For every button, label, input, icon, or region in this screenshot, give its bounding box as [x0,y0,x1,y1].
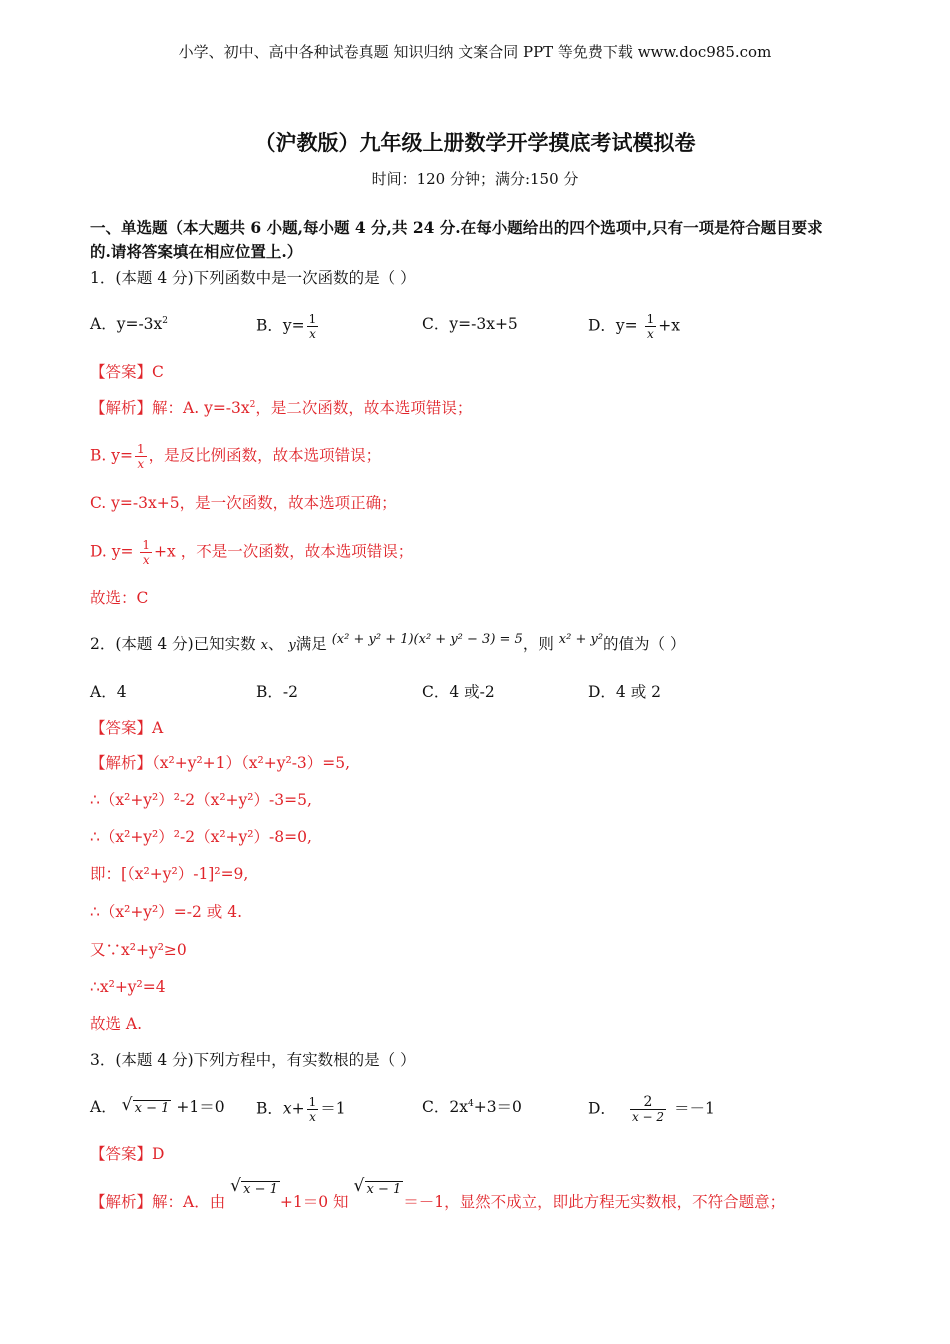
q2-expression: x² + y² [558,632,604,647]
stem-text-then: ，则 [522,635,554,653]
option-text: C．2x [422,1098,468,1116]
analysis-text-post: ，是反比例函数，故本选项错误； [148,446,382,465]
q3-option-d-fraction [630,1095,666,1124]
fraction-numerator: 1 [137,442,145,456]
analysis-fraction [135,442,147,471]
analysis-label: 【解析】 [90,1193,153,1211]
fraction-denominator: x [135,456,147,471]
q1-answer [90,362,164,382]
q2-analysis-step-3: ∴（x²+y²）²-2（x²+y²）-8=0, [90,828,312,846]
q1-option-a [90,314,168,334]
analysis-label: 【解析】 [90,754,153,772]
analysis-text-post: ，是二次函数，故本选项错误； [255,399,473,417]
q1-option-b-fraction [307,312,319,341]
analysis-text-post: ＝－1，显然不成立，即此方程无实数根，不符合题意； [403,1193,786,1211]
option-label: B． [256,1099,283,1118]
q2-condition-formula: (x² + y² + 1)(x² + y² − 3) = 5 [331,632,523,647]
stem-text-post: 的值为（ ） [603,635,686,653]
fraction-denominator: x [140,552,152,567]
page-title: （沪教版）九年级上册数学开学摸底考试模拟卷 [254,131,696,155]
question-3-stem: 3．(本题 4 分)下列方程中，有实数根的是（ ） [90,1051,416,1069]
q1-option-d [588,312,680,341]
q2-analysis-step-4: 即：[（x²+y²）-1]²=9, [90,865,249,883]
option-text-post: +3＝0 [473,1098,522,1116]
option-label: A． [90,1098,117,1116]
answer-label: 【答案】 [90,363,153,381]
q3-option-d [588,1095,715,1124]
q3-answer [90,1144,164,1164]
q2-analysis-step-5: ∴（x²+y²）=-2 或 4. [90,903,243,921]
exam-time-info: 时间：120 分钟；满分:150 分 [371,170,579,188]
q1-option-d-text: D．y= [588,316,643,335]
fraction-numerator: 1 [142,538,151,552]
section-heading-line2: 的.请将答案填在相应位置上.） [90,242,303,261]
fraction-numerator: 1 [308,312,317,326]
radicand: x − 1 [243,1182,278,1197]
stem-text: 2．(本题 4 分)已知实数 [90,635,256,653]
stem-text-cond: 满足 [295,635,327,653]
q2-analysis-step-7: ∴x²+y²=4 [90,978,166,996]
q2-analysis-step-8: 故选 A. [90,1015,143,1033]
var-x: x [282,1099,292,1118]
sqrt-icon [122,1099,172,1119]
fraction-denominator: x [645,326,657,341]
q2-option-a: A．4 [90,683,127,701]
fraction-numerator: 1 [646,312,655,326]
option-exp: 4 [467,1098,474,1109]
var-x: x [260,638,268,653]
q1-analysis-b [90,442,381,471]
q1-analysis-a [90,398,472,418]
q1-option-a-text: A．y=-3x [90,315,163,333]
analysis-text-post: +x ，不是一次函数，故本选项错误； [154,542,414,561]
q2-option-c: C．4 或-2 [422,683,495,701]
fraction-numerator: 2 [643,1094,653,1110]
q1-option-a-exp: 2 [162,315,169,326]
sqrt-icon [230,1180,280,1200]
separator: 、 [267,635,284,653]
q1-analysis-c: C. y=-3x+5，是一次函数，故本选项正确； [90,494,397,512]
analysis-fraction [140,538,152,567]
radicand: x − 1 [366,1182,402,1197]
answer-label: 【答案】 [90,719,153,737]
fraction-denominator: x − 2 [631,1110,665,1124]
answer-label: 【答案】 [90,1145,153,1163]
question-2-stem [90,634,685,656]
answer-value: A [152,719,164,737]
q1-option-b [256,312,320,341]
sqrt-icon [354,1180,404,1200]
question-1-stem: 1．(本题 4 分)下列函数中是一次函数的是（ ） [90,269,416,287]
analysis-text: B. y= [90,446,133,465]
radicand: x − 1 [134,1101,170,1116]
q2-option-b: B．-2 [256,683,298,701]
var-y: y [288,638,296,653]
q2-option-d: D．4 或 2 [588,683,662,701]
q1-option-d-suffix: +x [658,316,680,335]
q2-answer [90,718,163,738]
analysis-text-mid: +1＝0 知 [279,1193,349,1211]
analysis-exp: 2 [249,399,256,410]
q1-option-d-fraction [645,312,657,341]
q1-conclusion: 故选：C [90,589,149,607]
q3-analysis-a [90,1182,786,1214]
plus-sign: + [291,1099,305,1118]
analysis-text: D. y= [90,542,139,561]
analysis-text: 解：A．由 [152,1193,226,1211]
q2-analysis-step-6: 又∵x²+y²≥0 [90,941,187,959]
option-label: D． [588,1099,616,1118]
q2-analysis-step-2: ∴（x²+y²）²-2（x²+y²）-3=5, [90,791,312,809]
option-text-post: ＝－1 [674,1099,715,1118]
page-header: 小学、初中、高中各种试卷真题 知识归纳 文案合同 PPT 等免费下载 www.doc985.com [178,43,772,61]
answer-value: C [152,363,164,381]
answer-value: D [152,1145,165,1163]
analysis-text: 解：A. y=-3x [152,399,250,417]
fraction-numerator: 1 [308,1095,317,1109]
fraction-denominator: x [307,1109,319,1124]
q3-option-a [90,1097,225,1119]
fraction-denominator: x [307,326,319,341]
option-text-post: +1＝0 [176,1098,225,1116]
q3-option-b [256,1095,346,1124]
q1-option-b-text: B．y= [256,316,305,335]
q3-option-c [422,1097,522,1117]
analysis-label: 【解析】 [90,399,153,417]
option-text-post: ＝1 [320,1099,346,1118]
q1-option-c: C．y=-3x+5 [422,315,518,333]
section-heading-line1: 一、单选题（本大题共 6 小题,每小题 4 分,共 24 分.在每小题给出的四个选项中,只有一项是符合题目要求 [90,218,823,237]
q2-analysis-step-1 [90,753,350,773]
q1-analysis-d [90,538,413,567]
q3-option-b-fraction [307,1095,319,1124]
analysis-text: （x²+y²+1）（x²+y²-3）=5, [152,754,351,772]
